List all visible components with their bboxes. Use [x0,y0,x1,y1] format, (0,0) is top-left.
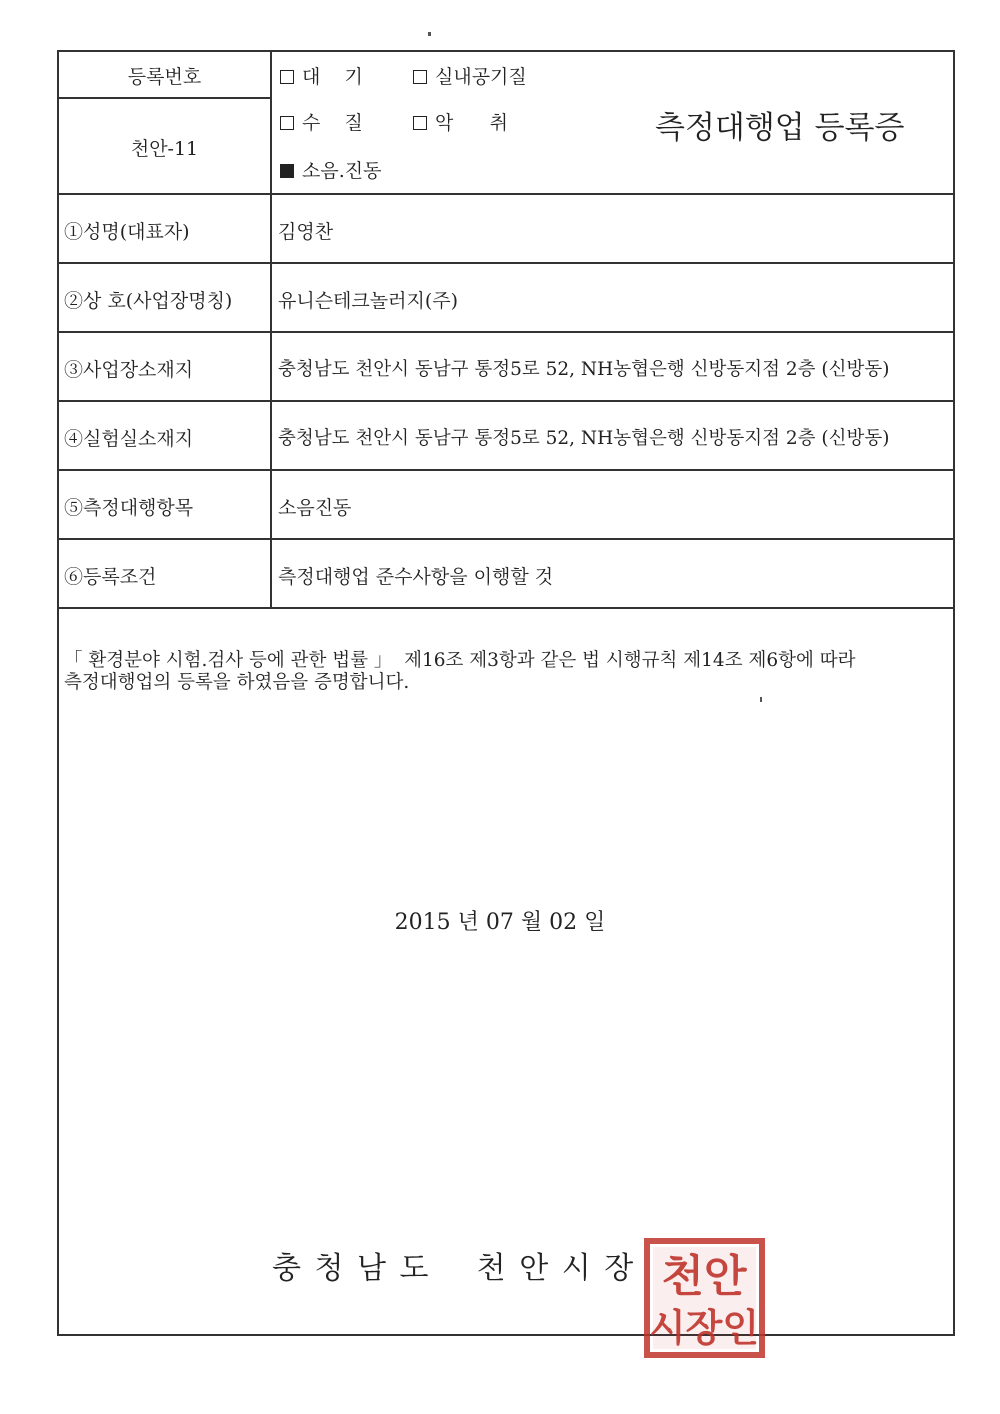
statement-line: 「 환경분야 시험.검사 등에 관한 법률 」 제16조 제3항과 같은 법 시행규칙 제14조 제6항에 따라 [64,650,856,671]
divider [57,538,955,540]
svg-text:시장인: 시장인 [648,1306,760,1350]
category-water: 수 질 [280,108,363,135]
category-indoor-air: 실내공기질 [413,62,527,89]
row-label-items: ⑤측정대행항목 [64,497,194,519]
scan-speck [760,697,762,702]
row-label-lab-address: ④실험실소재지 [64,428,194,450]
divider [57,607,955,609]
row-value-company: 유니슨테크놀러지(주) [278,290,459,312]
divider [57,400,955,402]
row-value-lab-address: 충청남도 천안시 동남구 통정5로 52, NH농협은행 신방동지점 2층 (신방동) [278,428,890,449]
divider [57,97,271,99]
category-noise-vibration: 소음.진동 [280,156,381,183]
category-odor: 악 취 [413,108,508,135]
row-label-conditions: ⑥등록조건 [64,566,157,588]
certificate-title: 측정대행업 등록증 [655,110,905,146]
checkbox-icon [280,70,294,84]
row-value-items: 소음진동 [278,497,352,519]
row-label-company: ②상 호(사업장명칭) [64,290,233,312]
category-air: 대 기 [280,62,363,89]
checkbox-icon [413,116,427,130]
issuer-name: 충 청 남 도 천 안 시 장 [272,1251,636,1286]
issue-date: 2015 년 07 월 02 일 [394,910,606,935]
row-label-business-address: ③사업장소재지 [64,359,194,381]
divider [57,193,955,195]
reg-no-label: 등록번호 [127,66,202,88]
divider [57,262,955,264]
official-seal-icon [643,1237,766,1359]
row-value-conditions: 측정대행업 준수사항을 이행할 것 [278,566,554,588]
divider [57,469,955,471]
row-label-representative: ①성명(대표자) [64,221,190,243]
checked-box-icon [280,164,294,178]
row-value-business-address: 충청남도 천안시 동남구 통정5로 52, NH농협은행 신방동지점 2층 (신방동) [278,359,890,380]
row-value-representative: 김영찬 [278,221,334,243]
certification-statement [64,650,944,694]
svg-text:천안: 천안 [661,1251,747,1302]
reg-no-value: 천안-11 [130,138,199,160]
statement-line: 측정대행업의 등록을 하였음을 증명합니다. [64,672,410,693]
checkbox-icon [413,70,427,84]
checkbox-icon [280,116,294,130]
scan-speck [428,32,431,36]
divider [57,331,955,333]
divider [270,50,272,609]
